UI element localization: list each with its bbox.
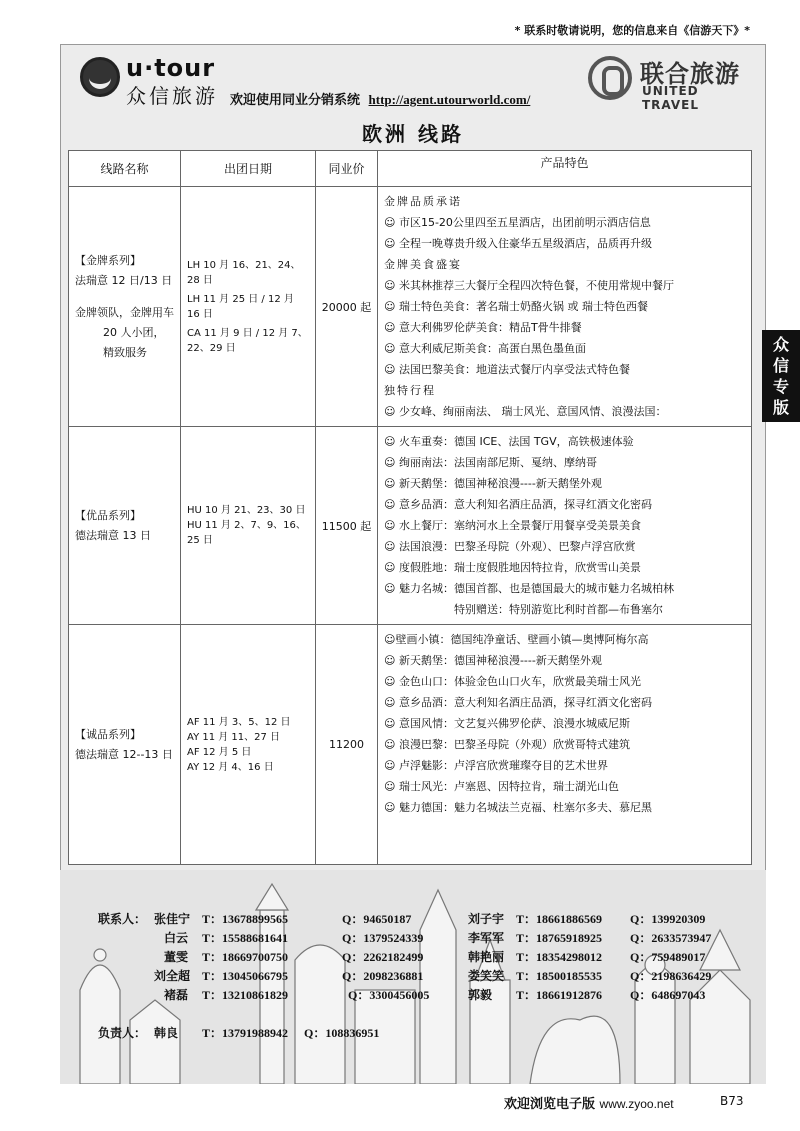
departure-dates-cell: [181, 187, 316, 427]
route-name-cell: [69, 625, 181, 865]
feature-item: ☺ 瑞士特色美食：著名瑞士奶酪火锅 或 瑞士特色西餐: [384, 300, 648, 313]
manager-label: 负责人：: [98, 1026, 147, 1040]
contact-qq: Q：648697043: [630, 988, 706, 1002]
feature-item: ☺ 法国浪漫：巴黎圣母院（外观）、巴黎卢浮宫欣赏: [384, 540, 636, 553]
feature-bonus: 特别赠送：特别游览比利时首都—布鲁塞尔: [454, 603, 663, 616]
table-row: [69, 187, 752, 427]
feature-item: ☺ 新天鹅堡：德国神秘浪漫----新天鹅堡外观: [384, 654, 602, 667]
features-cell: [378, 625, 752, 865]
feature-item: ☺ 意国风情：文艺复兴佛罗伦萨、浪漫水城威尼斯: [384, 717, 630, 730]
contact-phone: T：15588681641: [202, 931, 289, 945]
top-note: * 联系时敬请说明，您的信息来自《信游天下》*: [514, 24, 750, 37]
manager-qq: Q：108836951: [304, 1026, 380, 1040]
contact-name: 刘全超: [154, 969, 191, 983]
departure-date: HU 10 月 21、23、30 日: [187, 505, 306, 516]
header-departure-date: 出团日期: [181, 151, 316, 187]
contacts-label: 联系人：: [98, 912, 147, 926]
contact-qq: Q：2633573947: [630, 931, 712, 945]
contact-row: [98, 986, 758, 1004]
feature-item: ☺ 新天鹅堡：德国神秘浪漫----新天鹅堡外观: [384, 477, 602, 490]
contact-row: [98, 910, 758, 928]
route-series: 【金牌系列】: [75, 253, 141, 267]
utour-logo-en: u·tour: [126, 54, 216, 82]
contact-phone: T：13678899565: [202, 912, 289, 926]
route-series: 【诚品系列】: [75, 727, 141, 741]
manager-row: [98, 1024, 758, 1042]
contact-qq: Q：1379524339: [342, 931, 424, 945]
feature-item: ☺ 金色山口：体验金色山口火车，欣赏最美瑞士风光: [384, 675, 641, 688]
table-row: [69, 625, 752, 865]
united-travel-logo-en: UNITED TRAVEL: [642, 84, 700, 112]
footer-welcome: 欢迎浏览电子版: [504, 1097, 596, 1112]
feature-heading: 金牌品质承诺: [384, 195, 462, 208]
contact-name: 张佳宁: [154, 912, 191, 926]
welcome-text: 欢迎使用同业分销系统: [230, 93, 361, 108]
departure-date: AF 12 月 5 日: [187, 746, 252, 758]
feature-item: ☺ 卢浮魅影：卢浮宫欣赏璀璨夺目的艺术世界: [384, 759, 608, 772]
contact-phone: T：18765918925: [516, 931, 603, 945]
contact-qq: Q：2262182499: [342, 950, 424, 964]
contact-name: 褚磊: [164, 988, 189, 1002]
united-travel-logo: [588, 54, 748, 112]
contact-phone: T：18354298012: [516, 950, 603, 964]
feature-item: ☺ 法国巴黎美食：地道法式餐厅内享受法式特色餐: [384, 363, 630, 376]
departure-date: CA 11 月 9 日 / 12 月 7、22、29 日: [187, 327, 308, 354]
header-trade-price: 同业价: [316, 151, 378, 187]
feature-item: ☺ 市区15-20公里四至五星酒店，出团前明示酒店信息: [384, 216, 651, 229]
price-cell: 11500 起: [316, 427, 378, 625]
contact-qq: Q：139920309: [630, 912, 706, 926]
price-cell: 11200: [316, 625, 378, 865]
feature-item: ☺ 瑞士风光：卢塞恩、因特拉肯，瑞士湖光山色: [384, 780, 619, 793]
route-title: 德法瑞意 12--13 日: [75, 747, 173, 761]
feature-item: ☺ 意乡品酒：意大利知名酒庄品酒，探寻红酒文化密码: [384, 696, 652, 709]
page-title: 欧洲 线路: [362, 122, 464, 146]
contact-phone: T：18661912876: [516, 988, 603, 1002]
departure-date: LH 10 月 16、21、24、28 日: [187, 259, 301, 286]
header-route-name: 线路名称: [69, 151, 181, 187]
contact-qq: Q：2198636429: [630, 969, 712, 983]
contact-qq: Q：94650187: [342, 912, 412, 926]
welcome-line: [230, 89, 530, 108]
contact-phone: T：13045066795: [202, 969, 289, 983]
contact-phone: T：18661886569: [516, 912, 603, 926]
contacts-panel: [60, 870, 766, 1084]
feature-item: ☺ 火车重奏：德国 ICE、法国 TGV，高铁极速体验: [384, 435, 634, 448]
features-cell: [378, 427, 752, 625]
agent-url-link[interactable]: http://agent.utourworld.com/: [368, 92, 531, 107]
feature-item: ☺ 意大利威尼斯美食：高蛋白黑色墨鱼面: [384, 342, 586, 355]
contact-name: 白云: [164, 931, 189, 945]
side-tab-char: 信: [772, 356, 789, 375]
route-title: 法瑞意 12 日/13 日: [75, 273, 173, 287]
route-title: 德法瑞意 13 日: [75, 528, 151, 542]
manager-phone: T：13791988942: [202, 1026, 289, 1040]
routes-table: [68, 150, 752, 865]
contact-name: 董雯: [164, 950, 189, 964]
feature-item: ☺ 全程一晚尊贵升级入住豪华五星级酒店，品质再升级: [384, 237, 652, 250]
contact-row: [98, 967, 758, 985]
departure-date: AF 11 月 3、5、12 日: [187, 716, 291, 728]
contact-row: [98, 929, 758, 947]
features-cell: [378, 187, 752, 427]
departure-dates-cell: [181, 625, 316, 865]
feature-item: ☺ 魅力名城：德国首都、也是德国最大的城市魅力名城柏林: [384, 582, 674, 595]
contact-row: [98, 948, 758, 966]
feature-item: ☺ 米其林推荐三大餐厅全程四次特色餐，不使用常规中餐厅: [384, 279, 674, 292]
table-header-row: [69, 151, 752, 187]
contact-phone: T：13210861829: [202, 988, 289, 1002]
utour-logo-icon: [80, 57, 120, 97]
departure-date: LH 11 月 25 日 / 12 月 16 日: [187, 293, 294, 320]
feature-item: ☺ 意乡品酒：意大利知名酒庄品酒，探寻红酒文化密码: [384, 498, 652, 511]
header-features: 产品特色: [378, 151, 752, 187]
contact-qq: Q：2098236881: [342, 969, 424, 983]
price-cell: 20000 起: [316, 187, 378, 427]
side-tab-char: 众: [772, 335, 789, 354]
route-name-cell: [69, 187, 181, 427]
departure-date: AY 11 月 11、27 日: [187, 731, 281, 743]
contact-qq: Q：759489017: [630, 950, 706, 964]
contact-name: 郭毅: [468, 988, 493, 1002]
feature-heading: 金牌美食盛宴: [384, 258, 462, 271]
side-tab-char: 版: [772, 398, 789, 417]
feature-item: ☺ 意大利佛罗伦萨美食：精品T骨牛排餐: [384, 321, 582, 334]
departure-dates-cell: [181, 427, 316, 625]
route-note: 20 人小团，: [103, 325, 165, 339]
route-note: 金牌领队，金牌用车: [75, 305, 174, 319]
utour-logo-cn: 众信旅游: [126, 84, 218, 108]
contact-name: 李军军: [468, 931, 505, 945]
feature-item: ☺ 魅力德国：魅力名城法兰克福、杜塞尔多夫、慕尼黑: [384, 801, 652, 814]
side-tab-char: 专: [772, 377, 789, 396]
feature-item: ☺ 绚丽南法：法国南部尼斯、戛纳、摩纳哥: [384, 456, 597, 469]
united-travel-logo-cn: 联合旅游: [640, 60, 740, 88]
route-note: 精致服务: [103, 345, 147, 359]
contact-name: 娄笑笑: [468, 969, 505, 983]
utour-logo: [80, 54, 220, 108]
manager-name: 韩良: [154, 1026, 179, 1040]
table-row: [69, 427, 752, 625]
feature-item: ☺ 少女峰、绚丽南法、 瑞士风光、意国风情、浪漫法国：: [384, 405, 667, 418]
contact-qq: Q：3300456005: [348, 988, 430, 1002]
page-number: B73: [720, 1094, 744, 1108]
united-travel-logo-icon: [588, 56, 632, 100]
footer-text: [504, 1093, 674, 1112]
route-name-cell: [69, 427, 181, 625]
side-tab: [762, 330, 800, 422]
feature-heading: 独特行程: [384, 384, 436, 397]
contact-name: 韩艳丽: [468, 950, 505, 964]
contact-phone: T：18500185535: [516, 969, 603, 983]
contact-phone: T：18669700750: [202, 950, 289, 964]
feature-item: ☺ 浪漫巴黎：巴黎圣母院（外观）欣赏哥特式建筑: [384, 738, 630, 751]
departure-date: AY 12 月 4、16 日: [187, 761, 274, 773]
footer-site-link[interactable]: www.zyoo.net: [599, 1097, 674, 1111]
feature-item: ☺ 水上餐厅：塞纳河水上全景餐厅用餐享受美景美食: [384, 519, 641, 532]
route-series: 【优品系列】: [75, 508, 141, 522]
feature-item: ☺ 度假胜地：瑞士度假胜地因特拉肯，欣赏雪山美景: [384, 561, 641, 574]
contact-name: 刘子宇: [468, 912, 505, 926]
feature-item: ☺壁画小镇：德国纯净童话、壁画小镇—奥博阿梅尔高: [384, 633, 649, 646]
header: [60, 44, 766, 114]
departure-date: HU 11 月 2、7、9、16、25 日: [187, 520, 306, 546]
footer: [0, 1090, 800, 1130]
